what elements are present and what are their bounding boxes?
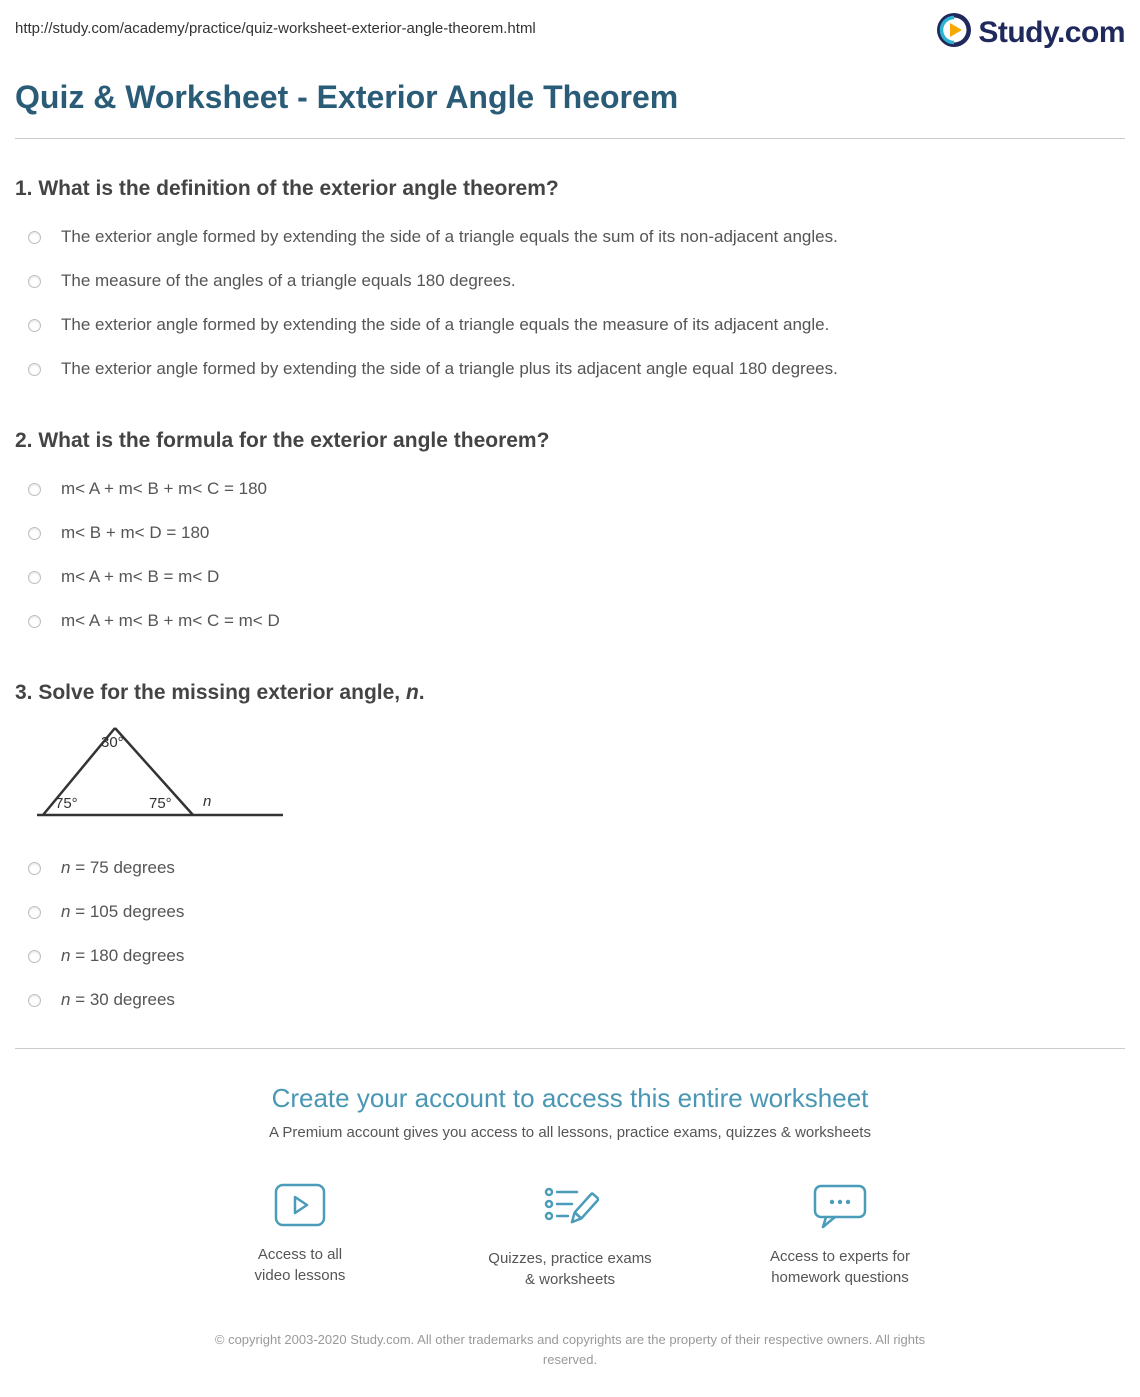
right-angle-label: 75° <box>149 795 172 812</box>
expert-chat-icon <box>725 1183 955 1234</box>
radio-button[interactable] <box>28 950 41 963</box>
q3-option-3[interactable] <box>15 934 1125 978</box>
feature-label <box>455 1248 685 1290</box>
question-2 <box>15 429 1125 643</box>
footer <box>15 1083 1125 1397</box>
option-value: = 105 degrees <box>70 902 185 921</box>
studycom-logo-text: Study.com <box>978 15 1125 49</box>
question-2-prompt: 2. What is the formula for the exterior angle theorem? <box>15 429 550 452</box>
feature-list <box>15 1183 1125 1290</box>
feature-quizzes <box>455 1183 685 1290</box>
q1-option-4[interactable] <box>15 347 1125 391</box>
question-3 <box>15 681 1125 1022</box>
option-variable: n <box>61 858 71 877</box>
q1-option-3[interactable] <box>15 303 1125 347</box>
left-angle-label: 75° <box>55 795 78 812</box>
option-label: m< B + m< D = 180 <box>61 523 210 542</box>
question-1-prompt: 1. What is the definition of the exterior angle theorem? <box>15 177 559 200</box>
question-1 <box>15 177 1125 391</box>
top-divider <box>15 138 1125 139</box>
option-label: The exterior angle formed by extending the side of a triangle equals the measure of its adjacent angle. <box>61 315 830 334</box>
q3-option-4[interactable] <box>15 978 1125 1022</box>
radio-button[interactable] <box>28 483 41 496</box>
option-label: The exterior angle formed by extending the side of a triangle plus its adjacent angle equal 180 degrees. <box>61 359 838 378</box>
question-3-prompt <box>15 681 1125 705</box>
page-title: Quiz & Worksheet - Exterior Angle Theorem <box>15 79 679 115</box>
option-label: m< A + m< B = m< D <box>61 567 220 586</box>
option-variable: n <box>61 902 71 921</box>
feature-label-line2: video lessons <box>254 1267 346 1284</box>
option-variable: n <box>61 990 71 1009</box>
feature-label <box>725 1246 955 1288</box>
feature-label-line2: homework questions <box>771 1269 909 1286</box>
option-variable: n <box>61 946 71 965</box>
page-url: http://study.com/academy/practice/quiz-worksheet-exterior-angle-theorem.html <box>15 20 536 37</box>
feature-video-lessons <box>185 1183 415 1290</box>
premium-subheading: A Premium account gives you access to all lessons, practice exams, quizzes & worksheets <box>269 1124 871 1141</box>
radio-button[interactable] <box>28 319 41 332</box>
exterior-angle-triangle <box>33 719 295 825</box>
radio-button[interactable] <box>28 906 41 919</box>
option-label <box>61 902 184 922</box>
option-value: = 75 degrees <box>70 858 175 877</box>
option-label: m< A + m< B + m< C = m< D <box>61 611 280 630</box>
radio-button[interactable] <box>28 615 41 628</box>
feature-label-line1: Access to all <box>257 1246 343 1263</box>
radio-button[interactable] <box>28 275 41 288</box>
feature-experts <box>725 1183 955 1290</box>
option-value: = 180 degrees <box>70 946 185 965</box>
radio-button[interactable] <box>28 231 41 244</box>
q3-prompt-variable: n <box>405 681 419 704</box>
studycom-logo[interactable] <box>936 12 1125 53</box>
q2-option-4[interactable] <box>15 599 1125 643</box>
q1-option-1[interactable] <box>15 215 1125 259</box>
radio-button[interactable] <box>28 862 41 875</box>
option-label <box>61 858 175 878</box>
q1-option-2[interactable] <box>15 259 1125 303</box>
q2-option-3[interactable] <box>15 555 1125 599</box>
apex-angle-label: 30° <box>101 734 124 751</box>
option-label: The exterior angle formed by extending the side of a triangle equals the sum of its non-adjacent angles. <box>61 227 838 246</box>
create-account-link[interactable]: Create your account to access this entire worksheet <box>271 1083 869 1113</box>
triangle-diagram <box>33 719 1125 830</box>
q3-prompt-suffix: . <box>418 681 425 704</box>
option-label <box>61 946 184 966</box>
feature-label-line1: Access to experts for <box>769 1248 911 1265</box>
q2-option-1[interactable] <box>15 467 1125 511</box>
video-lessons-icon <box>185 1183 415 1232</box>
copyright-notice: © copyright 2003-2020 Study.com. All other trademarks and copyrights are the property of their respective owners. All rights reserved. <box>214 1332 926 1367</box>
option-label: m< A + m< B + m< C = 180 <box>61 479 268 498</box>
quizzes-worksheets-icon <box>455 1183 685 1236</box>
q3-option-1[interactable] <box>15 846 1125 890</box>
option-value: = 30 degrees <box>70 990 175 1009</box>
radio-button[interactable] <box>28 994 41 1007</box>
radio-button[interactable] <box>28 527 41 540</box>
feature-label-line2: & worksheets <box>524 1271 616 1288</box>
footer-divider <box>15 1048 1125 1049</box>
option-label: The measure of the angles of a triangle equals 180 degrees. <box>61 271 516 290</box>
q3-prompt-text: 3. Solve for the missing exterior angle, <box>15 681 406 704</box>
radio-button[interactable] <box>28 363 41 376</box>
studycom-play-icon <box>936 12 972 53</box>
option-label <box>61 990 175 1010</box>
page-header <box>15 0 1125 53</box>
exterior-angle-label: n <box>203 793 212 810</box>
feature-label <box>185 1244 415 1286</box>
q3-option-2[interactable] <box>15 890 1125 934</box>
q2-option-2[interactable] <box>15 511 1125 555</box>
feature-label-line1: Quizzes, practice exams <box>488 1250 652 1267</box>
radio-button[interactable] <box>28 571 41 584</box>
